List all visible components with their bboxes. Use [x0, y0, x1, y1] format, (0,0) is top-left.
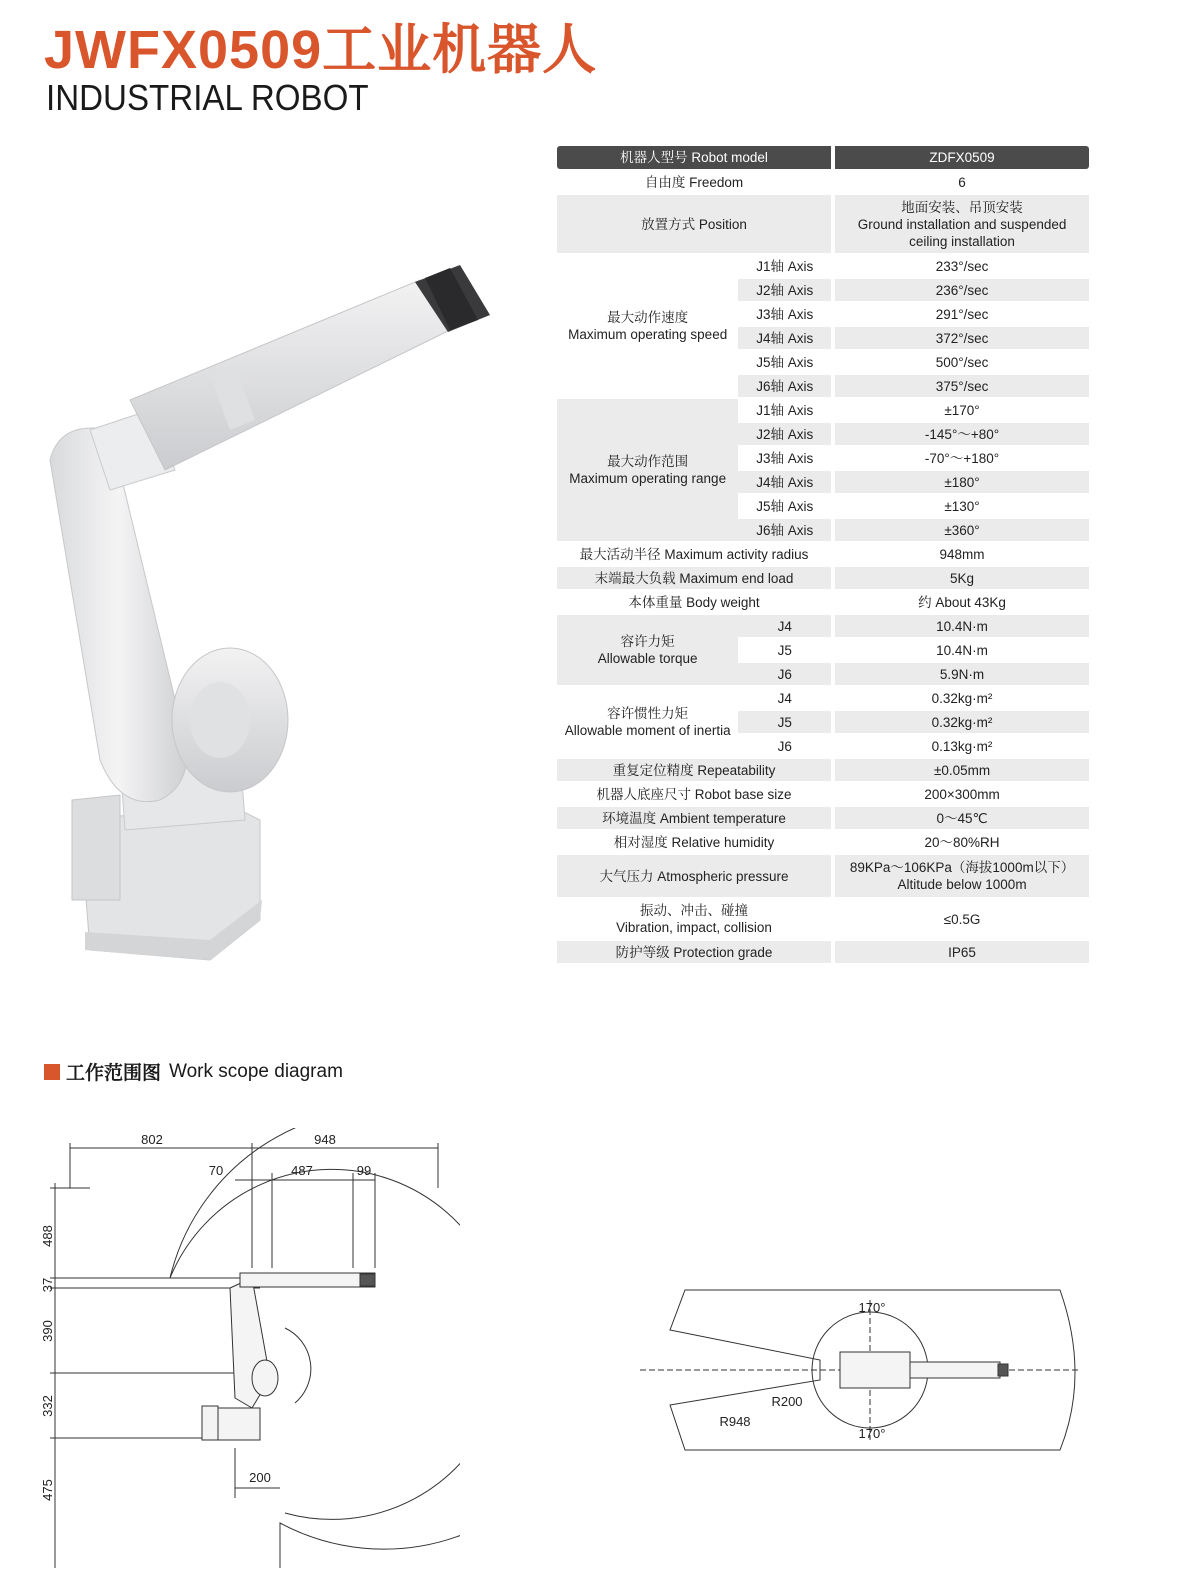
speed-axis: J2轴 Axis	[738, 279, 831, 301]
radius-value: 948mm	[835, 543, 1089, 565]
inertia-axis: J5	[738, 711, 831, 733]
torque-value: 10.4N·m	[835, 615, 1089, 637]
weight-label: 本体重量 Body weight	[557, 591, 831, 613]
inertia-value: 0.32kg·m²	[835, 687, 1089, 709]
pressure-value	[835, 855, 1089, 897]
speed-axis: J1轴 Axis	[738, 255, 831, 277]
range-value: -145°～+80°	[835, 423, 1089, 445]
range-value: ±180°	[835, 471, 1089, 493]
load-label: 末端最大负载 Maximum end load	[557, 567, 831, 589]
torque-row	[557, 615, 1089, 637]
robot-illustration	[30, 260, 530, 980]
angle-top: 170°	[858, 1300, 886, 1315]
range-axis: J1轴 Axis	[738, 399, 831, 421]
humidity-label: 相对湿度 Relative humidity	[557, 831, 831, 853]
spec-row-model	[557, 146, 1089, 169]
range-value: ±360°	[835, 519, 1089, 541]
freedom-value: 6	[835, 171, 1089, 193]
repeat-label: 重复定位精度 Repeatability	[557, 759, 831, 781]
speed-value: 372°/sec	[835, 327, 1089, 349]
dim-37: 37	[40, 1277, 55, 1293]
range-axis: J2轴 Axis	[738, 423, 831, 445]
spec-row-load	[557, 567, 1089, 589]
torque-value: 5.9N·m	[835, 663, 1089, 685]
range-label-en: Maximum operating range	[569, 471, 727, 486]
robot-top-sketch	[840, 1352, 1008, 1388]
torque-label	[557, 615, 738, 685]
humidity-value: 20～80%RH	[835, 831, 1089, 853]
range-axis: J5轴 Axis	[738, 495, 831, 517]
spec-row-weight	[557, 591, 1089, 613]
position-label: 放置方式 Position	[557, 195, 831, 253]
inner-arc	[285, 1328, 311, 1403]
torque-axis: J6	[738, 663, 831, 685]
position-value-en1: Ground installation and suspended	[857, 216, 1067, 232]
dim-802: 802	[141, 1132, 163, 1147]
inertia-axis: J6	[738, 735, 831, 757]
dim-475: 475	[40, 1479, 55, 1501]
speed-axis: J3轴 Axis	[738, 303, 831, 325]
position-value-cn: 地面安装、吊顶安装	[901, 199, 1023, 215]
model-label: 机器人型号 Robot model	[557, 146, 831, 169]
radius-948-label: R948	[719, 1414, 751, 1429]
pressure-value-1: 89KPa～106KPa（海拔1000m以下）	[849, 860, 1075, 875]
speed-axis: J6轴 Axis	[738, 375, 831, 397]
outer-reach-arc	[170, 1128, 460, 1568]
position-value-en2: ceiling installation	[909, 233, 1015, 249]
dim-948: 948	[314, 1132, 336, 1147]
protection-value: IP65	[835, 941, 1089, 963]
speed-value: 233°/sec	[835, 255, 1089, 277]
speed-label-en: Maximum operating speed	[568, 327, 728, 342]
model-value: ZDFX0509	[835, 146, 1089, 169]
inertia-label-en: Allowable moment of inertia	[564, 723, 731, 738]
speed-label	[557, 255, 738, 397]
range-label	[557, 399, 738, 541]
dim-200: 200	[249, 1470, 271, 1485]
angle-bottom: 170°	[858, 1426, 886, 1441]
dim-487: 487	[291, 1163, 313, 1178]
radius-200-label: R200	[771, 1394, 803, 1409]
section-title-cn: 工作范围图	[66, 1063, 162, 1084]
weight-value: 约 About 43Kg	[835, 591, 1089, 613]
spec-row-base	[557, 783, 1089, 805]
square-bullet-icon	[44, 1064, 60, 1080]
load-value: 5Kg	[835, 567, 1089, 589]
radius-label: 最大活动半径 Maximum activity radius	[557, 543, 831, 565]
freedom-label: 自由度 Freedom	[557, 171, 831, 193]
base-value: 200×300mm	[835, 783, 1089, 805]
spec-row-repeat	[557, 759, 1089, 781]
inertia-value: 0.32kg·m²	[835, 711, 1089, 733]
dim-70: 70	[208, 1163, 224, 1178]
robot-side-sketch	[202, 1273, 375, 1440]
speed-axis: J5轴 Axis	[738, 351, 831, 373]
spec-row-position	[557, 195, 1089, 253]
range-axis: J3轴 Axis	[738, 447, 831, 469]
spec-row-protection	[557, 941, 1089, 963]
dim-488: 488	[40, 1225, 55, 1247]
spec-row-radius	[557, 543, 1089, 565]
spec-table	[557, 144, 1089, 965]
range-row	[557, 399, 1089, 421]
inertia-value: 0.13kg·m²	[835, 735, 1089, 757]
torque-axis: J4	[738, 615, 831, 637]
dim-390: 390	[40, 1320, 55, 1342]
range-axis: J6轴 Axis	[738, 519, 831, 541]
protection-label: 防护等级 Protection grade	[557, 941, 831, 963]
spec-row-temp	[557, 807, 1089, 829]
range-value: -70°～+180°	[835, 447, 1089, 469]
torque-value: 10.4N·m	[835, 639, 1089, 661]
speed-value: 500°/sec	[835, 351, 1089, 373]
inertia-label-cn: 容许惯性力矩	[607, 706, 689, 721]
page-title: JWFX0509工业机器人	[44, 20, 598, 80]
repeat-value: ±0.05mm	[835, 759, 1089, 781]
torque-label-en: Allowable torque	[597, 651, 698, 666]
position-value	[835, 195, 1089, 253]
speed-row	[557, 255, 1089, 277]
dim-332: 332	[40, 1395, 55, 1417]
speed-value: 291°/sec	[835, 303, 1089, 325]
side-view-scope-diagram	[30, 1128, 460, 1573]
speed-label-cn: 最大动作速度	[607, 310, 689, 325]
spec-row-vibration	[557, 899, 1089, 939]
temp-value: 0～45℃	[835, 807, 1089, 829]
page-subtitle: INDUSTRIAL ROBOT	[46, 77, 369, 118]
spec-row-freedom	[557, 171, 1089, 193]
vibration-value: ≤0.5G	[835, 899, 1089, 939]
pressure-value-2: Altitude below 1000m	[897, 877, 1027, 892]
speed-value: 375°/sec	[835, 375, 1089, 397]
inertia-axis: J4	[738, 687, 831, 709]
spec-row-pressure	[557, 855, 1089, 897]
temp-label: 环境温度 Ambient temperature	[557, 807, 831, 829]
section-title-en: Work scope diagram	[169, 1060, 343, 1082]
vibration-label	[557, 899, 831, 939]
speed-axis: J4轴 Axis	[738, 327, 831, 349]
inertia-label	[557, 687, 738, 757]
inertia-row	[557, 687, 1089, 709]
base-label: 机器人底座尺寸 Robot base size	[557, 783, 831, 805]
pressure-label: 大气压力 Atmospheric pressure	[557, 855, 831, 897]
vibration-label-cn: 振动、冲击、碰撞	[640, 903, 749, 918]
spec-row-humidity	[557, 831, 1089, 853]
dim-99: 99	[356, 1163, 372, 1178]
vibration-label-en: Vibration, impact, collision	[616, 920, 772, 935]
speed-value: 236°/sec	[835, 279, 1089, 301]
range-value: ±130°	[835, 495, 1089, 517]
top-view-scope-diagram	[640, 1280, 1080, 1470]
section-heading	[44, 1058, 343, 1085]
torque-axis: J5	[738, 639, 831, 661]
torque-label-cn: 容许力矩	[620, 634, 675, 649]
range-label-cn: 最大动作范围	[607, 454, 689, 469]
range-axis: J4轴 Axis	[738, 471, 831, 493]
range-value: ±170°	[835, 399, 1089, 421]
